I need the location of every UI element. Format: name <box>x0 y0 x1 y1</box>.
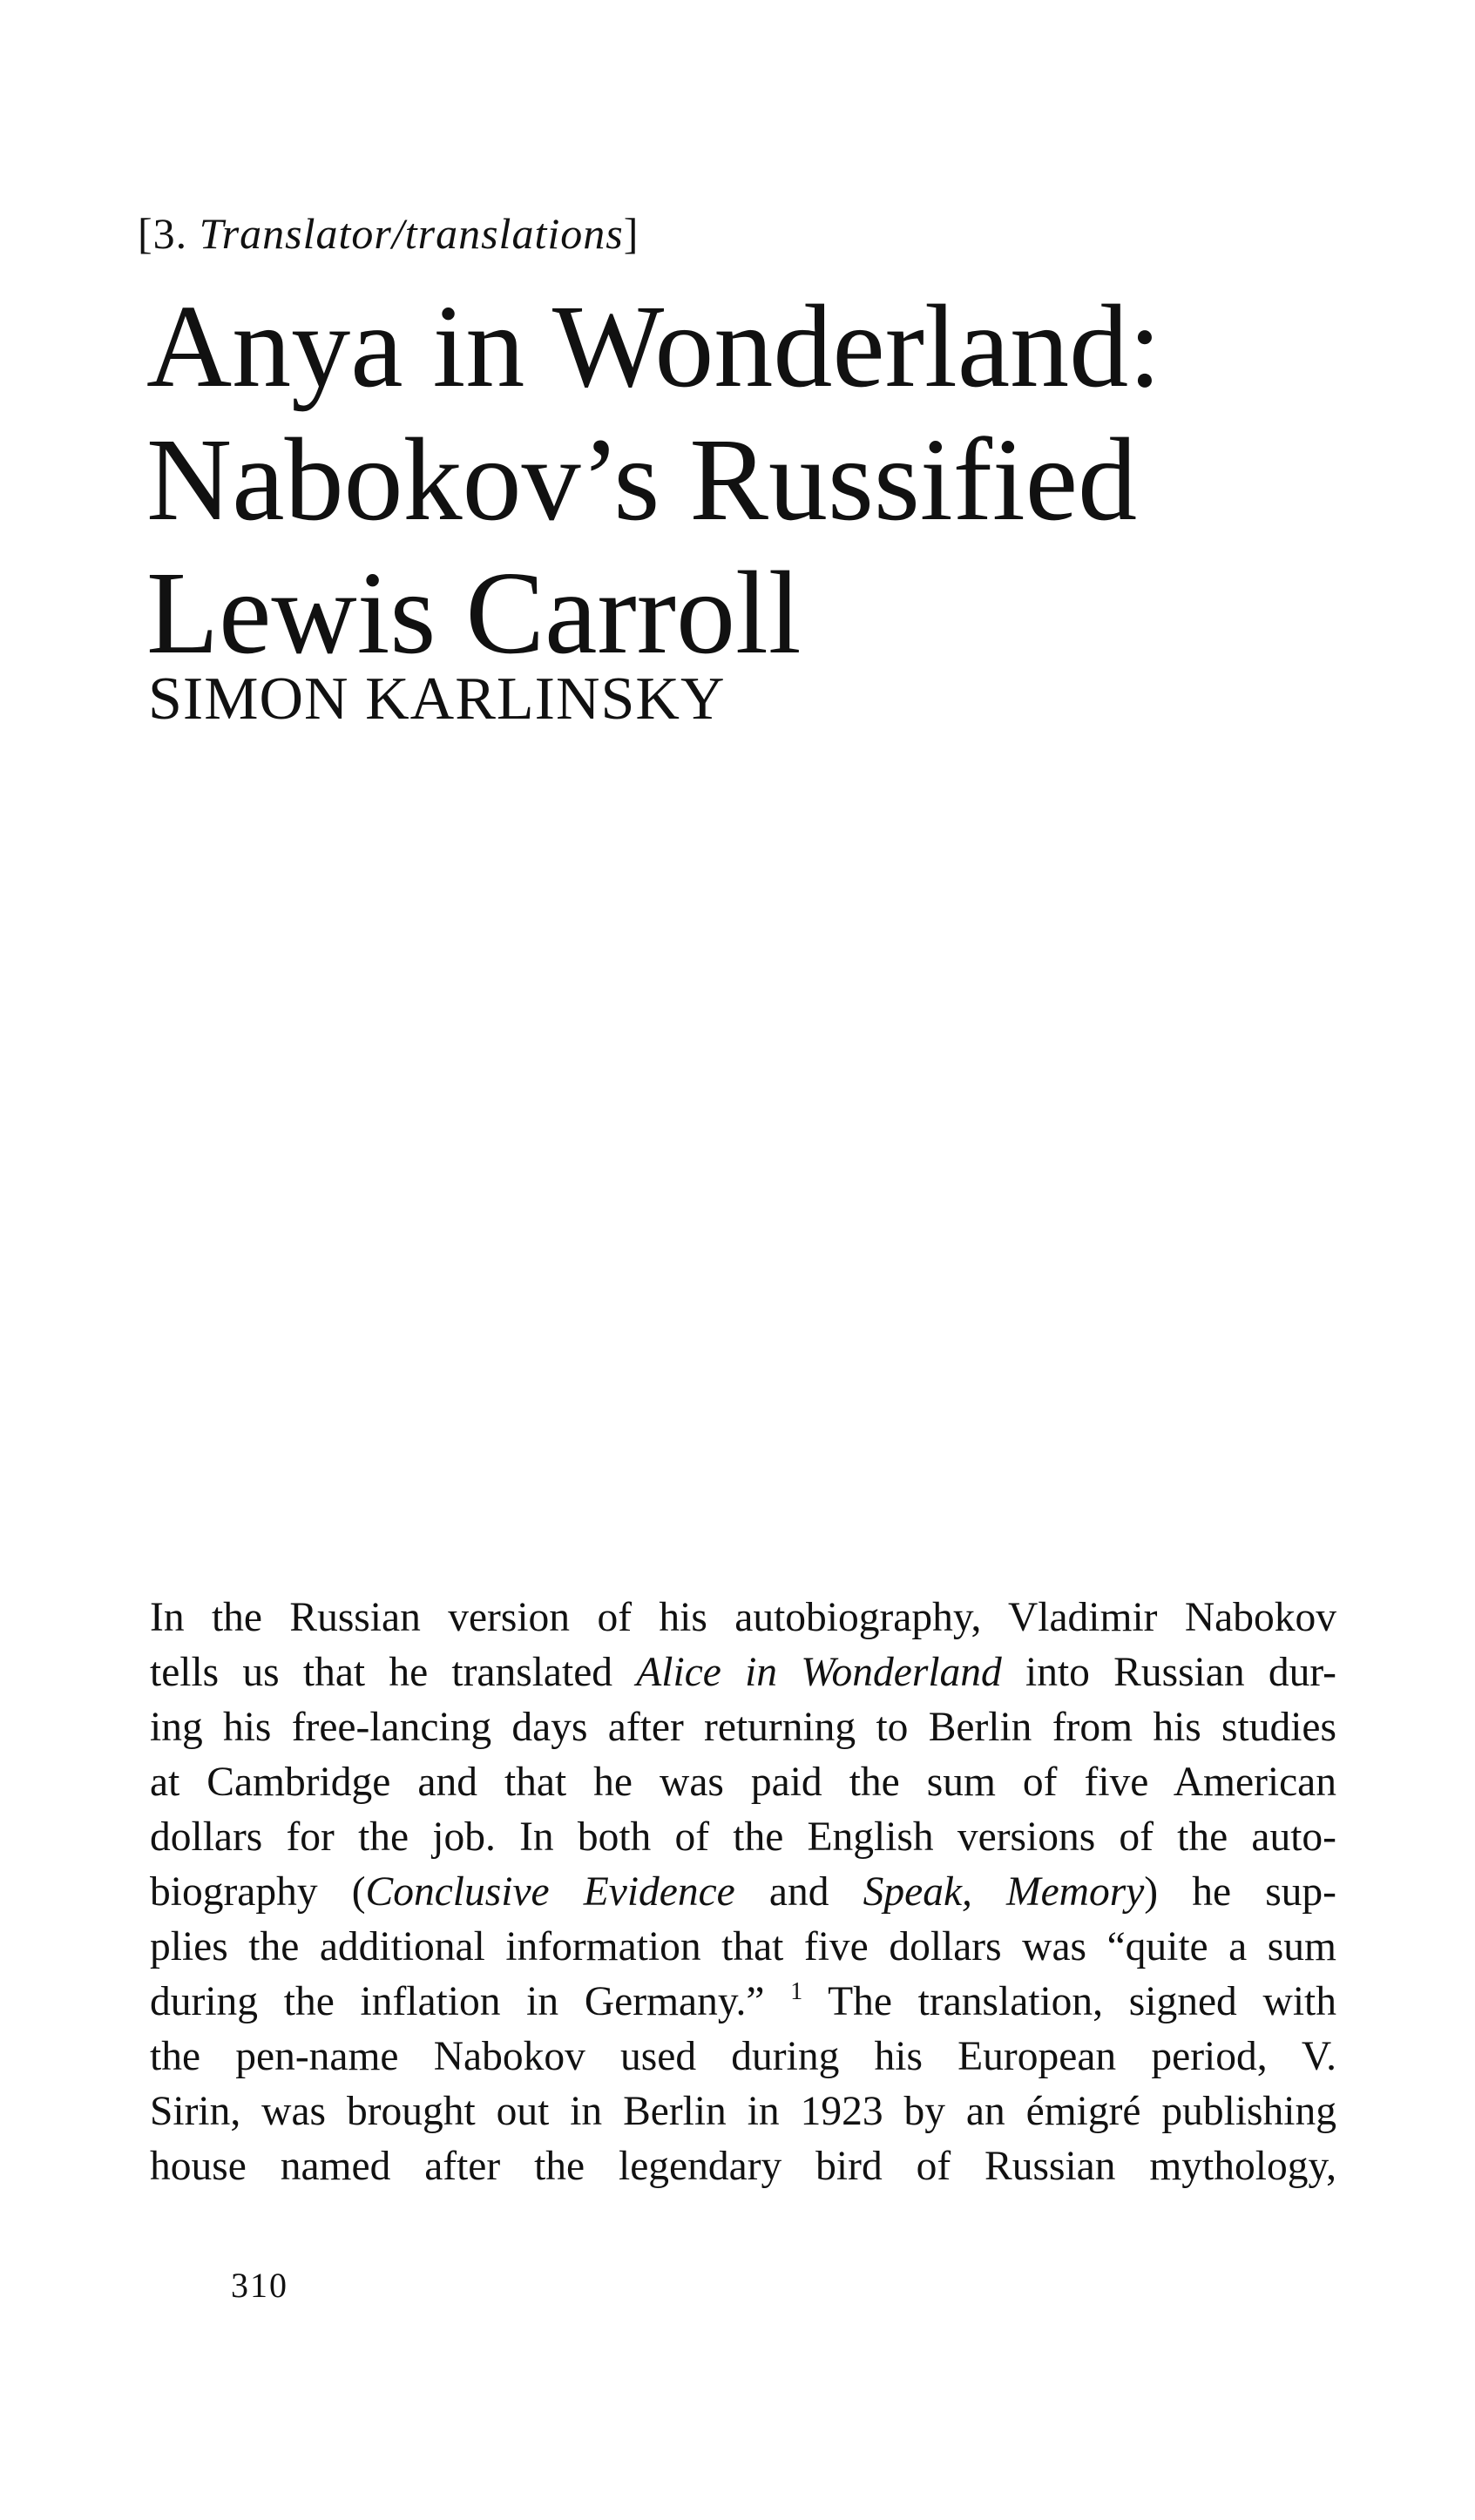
article-title <box>146 280 1410 680</box>
title-line: Nabokov’s Russified <box>146 415 1138 545</box>
line-text: biography ( <box>150 1869 366 1915</box>
paragraph-line: house named after the legendary bird of Russian mythology, <box>150 2144 1336 2189</box>
paragraph-line <box>150 1865 1336 1920</box>
footnote-marker[interactable]: 1 <box>790 1978 803 2005</box>
paragraph-line: In the Russian version of his autobiography, Vladimir Nabokov <box>150 1595 1336 1640</box>
line-text: into Russian dur- <box>1001 1650 1337 1695</box>
line-text: during the inflation in Germany.” <box>150 1979 791 2024</box>
line-text: ) he sup- <box>1144 1869 1336 1915</box>
book-title-italic: Speak, Memory <box>863 1869 1145 1915</box>
line-text: tells us that he translated <box>150 1650 637 1695</box>
line-text: and <box>734 1869 863 1915</box>
section-close-bracket: ] <box>623 209 639 258</box>
paragraph-line: at Cambridge and that he was paid the sum of five American <box>150 1760 1336 1805</box>
section-number: 3. <box>152 209 188 258</box>
title-line: Anya in Wonderland: <box>146 281 1161 412</box>
author-name: SIMON KARLINSKY <box>148 665 726 733</box>
page-number: 310 <box>231 2266 288 2305</box>
paragraph-line: dollars for the job. In both of the English versions of the auto- <box>150 1814 1336 1860</box>
section-open-bracket: [ <box>138 209 153 258</box>
paragraph-line: the pen-name Nabokov used during his European period, V. <box>150 2034 1336 2079</box>
section-title: Translator/translations <box>199 209 624 258</box>
book-title-italic: Conclusive Evidence <box>365 1869 735 1915</box>
paragraph-line: Sirin, was brought out in Berlin in 1923 by an émigré publishing <box>150 2089 1336 2134</box>
title-line: Lewis Carroll <box>146 548 802 679</box>
book-title-italic: Alice in Wonderland <box>636 1650 1002 1695</box>
paragraph-line: plies the additional information that five dollars was “quite a sum <box>150 1924 1336 1969</box>
line-text: The translation, signed with <box>802 1979 1336 2024</box>
paragraph-line <box>150 1975 1336 2030</box>
paragraph-line: ing his free-lancing days after returning to Berlin from his studies <box>150 1705 1336 1750</box>
paragraph-line <box>150 1645 1336 1700</box>
body-paragraph <box>150 1591 1336 2194</box>
section-label <box>138 207 639 260</box>
